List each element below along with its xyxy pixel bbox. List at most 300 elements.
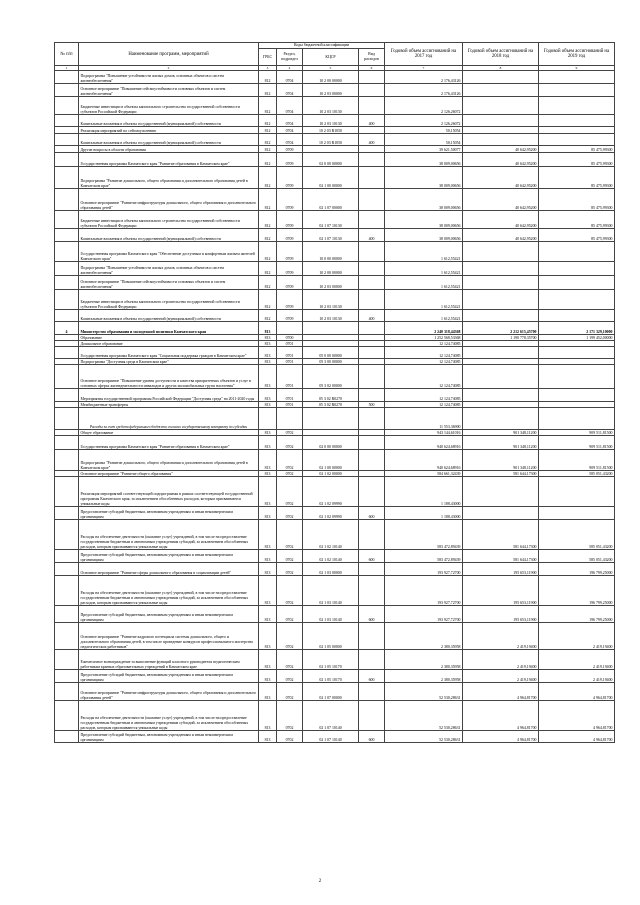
row-kcsr: 02 1 02 10140	[303, 550, 359, 563]
row-kcsr: 02 1 02 00000	[303, 471, 359, 477]
row-vr	[359, 84, 385, 97]
row-amount-2017: 12 124,74085	[385, 359, 463, 365]
row-amount-2019: 2 419,19400	[539, 670, 615, 683]
row-amount-2019: 585 051,43200	[539, 550, 615, 563]
table-row	[55, 242, 615, 262]
row-kcsr: 10 2 03 10130	[303, 115, 359, 127]
row-amount-2018: 581 644,17300	[463, 471, 539, 477]
row-amount-2018	[463, 365, 539, 389]
row-amount-2017: 52 530,28631	[385, 731, 463, 743]
row-vr	[359, 477, 385, 507]
row-number	[55, 153, 79, 167]
table-row	[55, 606, 615, 623]
row-name: Основное мероприятие "Развитие кадрового потенциала системы дошкольного, общего и дополнительного образования детей, в том числе проведение конкурсов профессионального мастерства педагогических работников"	[79, 623, 259, 650]
row-amount-2017: 38 009,00656	[385, 167, 463, 189]
row-number	[55, 115, 79, 127]
row-razdel: 0702	[277, 576, 303, 606]
row-amount-2017: 38 009,00656	[385, 189, 463, 211]
row-amount-2018: 581 644,17300	[463, 550, 539, 563]
table-row	[55, 563, 615, 576]
row-amount-2018: 581 644,17300	[463, 520, 539, 550]
row-grbs: 813	[259, 606, 277, 623]
row-grbs: 812	[259, 167, 277, 189]
row-razdel: 0702	[277, 436, 303, 450]
row-amount-2018: 901 348,11200	[463, 430, 539, 436]
table-row	[55, 290, 615, 310]
row-vr	[359, 389, 385, 402]
row-name: Основное мероприятие "Повышение сейсмоустойчивости основных объектов и систем жизнеобеспечения"	[79, 276, 259, 290]
row-grbs: 812	[259, 276, 277, 290]
row-razdel: 0709	[277, 290, 303, 310]
row-amount-2019	[539, 134, 615, 146]
row-amount-2018: 1 190 778,35700	[463, 335, 539, 341]
row-amount-2017: 38 009,00656	[385, 229, 463, 242]
table-row	[55, 471, 615, 477]
row-amount-2018: 195 653,11900	[463, 576, 539, 606]
row-name: Основное мероприятие "Повышение сейсмоустойчивости основных объектов и систем жизнеобеспечения"	[79, 84, 259, 97]
table-row	[55, 650, 615, 670]
header-name: Наименование программ, мероприятий	[79, 43, 259, 66]
row-amount-2017: 2 380,35958	[385, 650, 463, 670]
row-name: Капитальные вложения в объекты государственной (муниципальной) собственности	[79, 115, 259, 127]
row-amount-2018	[463, 408, 539, 430]
row-amount-2017: 2 380,35958	[385, 670, 463, 683]
row-kcsr: 02 1 07 10130	[303, 211, 359, 229]
row-amount-2018: 901 348,11200	[463, 450, 539, 471]
row-amount-2019: 2 419,19400	[539, 623, 615, 650]
row-razdel: 0709	[277, 229, 303, 242]
row-name: Ежемесячное вознаграждение за выполнение функций классного руководителя педагогическим работникам краевых образовательных учреждений в Камчатском крае	[79, 650, 259, 670]
row-razdel: 0702	[277, 450, 303, 471]
table-row	[55, 262, 615, 276]
row-amount-2019: 585 051,43200	[539, 520, 615, 550]
row-amount-2017: 11 553,36900	[385, 408, 463, 430]
row-razdel	[277, 408, 303, 430]
row-number	[55, 276, 79, 290]
row-grbs: 812	[259, 71, 277, 84]
row-number	[55, 436, 79, 450]
row-grbs: 813	[259, 550, 277, 563]
row-vr	[359, 242, 385, 262]
row-amount-2019: 2 171 329,10000	[539, 322, 615, 335]
row-razdel: 0702	[277, 623, 303, 650]
row-name: Подпрограмма "Развитие дошкольного, общего образования и дополнительного образования детей в Камчатском крае"	[79, 450, 259, 471]
header-vr: Вид расходов	[359, 49, 385, 66]
row-vr	[359, 365, 385, 389]
row-name: Мероприятия государственной программы Российской Федерации "Доступная среда" на 2011-2020 годы	[79, 389, 259, 402]
row-vr: 600	[359, 550, 385, 563]
row-number	[55, 189, 79, 211]
row-amount-2019	[539, 97, 615, 115]
row-amount-2019: 4 964,81700	[539, 701, 615, 731]
row-kcsr: 02 1 00 00000	[303, 450, 359, 471]
row-vr	[359, 71, 385, 84]
row-amount-2019: 85 475,99300	[539, 211, 615, 229]
row-vr: 600	[359, 507, 385, 520]
row-amount-2019	[539, 290, 615, 310]
row-amount-2017: 943 144,61016	[385, 430, 463, 436]
row-grbs: 813	[259, 623, 277, 650]
row-amount-2018	[463, 290, 539, 310]
row-amount-2017: 583 472,89439	[385, 520, 463, 550]
row-grbs: 812	[259, 310, 277, 322]
row-grbs: 813	[259, 341, 277, 347]
row-grbs: 812	[259, 146, 277, 153]
row-razdel: 0702	[277, 650, 303, 670]
row-vr: 400	[359, 310, 385, 322]
row-amount-2017: 1 612,55421	[385, 290, 463, 310]
table-row	[55, 670, 615, 683]
row-grbs: 813	[259, 507, 277, 520]
table-row	[55, 146, 615, 153]
row-amount-2017: 584 661,32439	[385, 471, 463, 477]
table-row	[55, 134, 615, 146]
row-name: Расходы за счет средств федерального бюджета согласно государственному контракту по субсидии	[79, 408, 259, 430]
row-grbs: 813	[259, 430, 277, 436]
row-number	[55, 507, 79, 520]
row-name: Предоставление субсидий бюджетным, автономным учреждениям и иным некоммерческим организациям	[79, 670, 259, 683]
row-razdel: 0709	[277, 262, 303, 276]
header-grbs: ГРБС	[259, 49, 277, 66]
row-amount-2019	[539, 115, 615, 127]
table-row	[55, 97, 615, 115]
column-number: 3	[259, 66, 277, 71]
row-amount-2019	[539, 276, 615, 290]
row-kcsr: 02 1 07 10140	[303, 701, 359, 731]
row-amount-2019: 196 799,25000	[539, 606, 615, 623]
row-kcsr: 02 1 02 10140	[303, 520, 359, 550]
row-amount-2019: 85 475,99300	[539, 229, 615, 242]
row-number	[55, 134, 79, 146]
row-amount-2019: 909 511,81500	[539, 430, 615, 436]
row-amount-2019: 85 475,99300	[539, 189, 615, 211]
row-amount-2018: 4 964,81700	[463, 701, 539, 731]
row-vr	[359, 153, 385, 167]
row-kcsr: 02 1 05 10170	[303, 650, 359, 670]
row-vr	[359, 189, 385, 211]
row-name: Подпрограмма "Развитие дошкольного, общего образования и дополнительного образования детей в Камчатском крае"	[79, 167, 259, 189]
row-razdel: 0704	[277, 134, 303, 146]
table-row	[55, 436, 615, 450]
table-row	[55, 211, 615, 229]
table-row	[55, 576, 615, 606]
row-grbs: 813	[259, 731, 277, 743]
row-amount-2018: 4 964,81700	[463, 731, 539, 743]
row-vr: 600	[359, 670, 385, 683]
row-amount-2017: 39 621,50077	[385, 146, 463, 153]
row-number	[55, 97, 79, 115]
row-name: Подпрограмма "Доступная среда в Камчатском крае"	[79, 359, 259, 365]
row-grbs: 813	[259, 563, 277, 576]
row-name: Основное мероприятие "Развитие сферы дошкольного образования в социализации детей"	[79, 563, 259, 576]
row-number	[55, 670, 79, 683]
row-name: Предоставление субсидий бюджетным, автономным учреждениям и иным некоммерческим организациям	[79, 731, 259, 743]
row-grbs: 812	[259, 229, 277, 242]
row-razdel: 0702	[277, 670, 303, 683]
row-amount-2017: 583 472,89439	[385, 550, 463, 563]
row-razdel: 0702	[277, 507, 303, 520]
row-name: Основное мероприятие "Развитие общего образования"	[79, 471, 259, 477]
table-row	[55, 550, 615, 563]
table-row	[55, 683, 615, 701]
row-amount-2018	[463, 84, 539, 97]
row-amount-2017: 12 124,74085	[385, 341, 463, 347]
row-amount-2018	[463, 71, 539, 84]
row-number	[55, 146, 79, 153]
row-kcsr: 10 2 03 10130	[303, 290, 359, 310]
row-razdel: 0702	[277, 731, 303, 743]
row-vr	[359, 623, 385, 650]
row-grbs: 813	[259, 576, 277, 606]
row-number	[55, 389, 79, 402]
row-name: Бюджетные инвестиции в объекты капитального строительства государственной собственности субъектов Российской Федерации	[79, 211, 259, 229]
row-kcsr: 02 1 03 10140	[303, 606, 359, 623]
row-grbs: 813	[259, 359, 277, 365]
row-number	[55, 242, 79, 262]
column-number: 9	[539, 66, 615, 71]
row-name: Подпрограмма "Повышение устойчивости жилых домов, основных объектов и систем жизнеобеспечения"	[79, 262, 259, 276]
row-amount-2019: 85 475,99300	[539, 146, 615, 153]
row-kcsr: 10 0 00 00000	[303, 242, 359, 262]
row-vr: 400	[359, 134, 385, 146]
row-amount-2019: 909 511,81500	[539, 436, 615, 450]
row-vr	[359, 322, 385, 335]
row-grbs: 813	[259, 347, 277, 359]
row-name: Образование	[79, 335, 259, 341]
table-row	[55, 347, 615, 359]
row-amount-2019	[539, 84, 615, 97]
row-name: Основное мероприятие "Повышение уровня доступности и качества приоритетных объектов и услуг в основных сферах жизнедеятельности инвалидов и других маломобильных групп населения"	[79, 365, 259, 389]
row-vr	[359, 127, 385, 134]
row-kcsr: 10 2 03 00000	[303, 84, 359, 97]
row-vr	[359, 520, 385, 550]
column-number: 6	[359, 66, 385, 71]
row-kcsr: 02 1 03 10140	[303, 576, 359, 606]
row-amount-2017: 12 124,74085	[385, 402, 463, 408]
row-amount-2017: 52 530,28631	[385, 701, 463, 731]
row-number	[55, 290, 79, 310]
row-amount-2018	[463, 347, 539, 359]
row-amount-2019	[539, 310, 615, 322]
row-amount-2017: 38 009,00656	[385, 211, 463, 229]
table-row	[55, 310, 615, 322]
table-header	[55, 43, 615, 71]
row-name: Межбюджетные трансферты	[79, 402, 259, 408]
row-amount-2018: 2 212 615,45700	[463, 322, 539, 335]
table-row	[55, 389, 615, 402]
row-razdel: 0709	[277, 153, 303, 167]
row-grbs: 812	[259, 97, 277, 115]
row-grbs: 812	[259, 153, 277, 167]
row-name: Капитальные вложения в объекты государственной (муниципальной) собственности	[79, 310, 259, 322]
row-amount-2018: 195 653,11900	[463, 606, 539, 623]
row-kcsr: 10 2 03 10130	[303, 97, 359, 115]
row-amount-2017: 193 927,72700	[385, 576, 463, 606]
row-number	[55, 563, 79, 576]
row-amount-2019: 196 799,25000	[539, 576, 615, 606]
row-grbs: 813	[259, 670, 277, 683]
row-name: Основное мероприятие "Развитие инфраструктуры дошкольного, общего образования и дополнительного образования детей"	[79, 683, 259, 701]
row-amount-2019	[539, 408, 615, 430]
row-grbs: 813	[259, 650, 277, 670]
table-row	[55, 71, 615, 84]
row-vr	[359, 563, 385, 576]
row-kcsr	[303, 322, 359, 335]
row-amount-2019: 4 964,81700	[539, 731, 615, 743]
row-vr	[359, 211, 385, 229]
table-row	[55, 276, 615, 290]
row-number	[55, 623, 79, 650]
row-number	[55, 606, 79, 623]
row-name: Реализация мероприятий по сейсмоусилению	[79, 127, 259, 134]
row-amount-2018: 40 642,95200	[463, 229, 539, 242]
row-number	[55, 701, 79, 731]
table-row	[55, 408, 615, 430]
row-amount-2019	[539, 71, 615, 84]
row-name: Бюджетные инвестиции в объекты капитального строительства государственной собственности субъектов Российской Федерации	[79, 290, 259, 310]
row-amount-2018: 2 419,19400	[463, 670, 539, 683]
row-vr	[359, 290, 385, 310]
row-vr: 500	[359, 402, 385, 408]
row-name: Бюджетные инвестиции в объекты капитального строительства государственной собственности субъектов Российской Федерации	[79, 97, 259, 115]
row-amount-2017: 50,15054	[385, 134, 463, 146]
table-row	[55, 365, 615, 389]
row-vr: 600	[359, 606, 385, 623]
row-kcsr: 02 1 05 10170	[303, 670, 359, 683]
row-amount-2017: 2 176,43126	[385, 71, 463, 84]
row-grbs: 812	[259, 127, 277, 134]
row-amount-2018	[463, 276, 539, 290]
row-amount-2019	[539, 127, 615, 134]
row-amount-2018: 2 419,19400	[463, 623, 539, 650]
row-razdel: 0709	[277, 242, 303, 262]
row-amount-2018: 40 642,95200	[463, 189, 539, 211]
row-kcsr: 10 2 00 00000	[303, 262, 359, 276]
row-amount-2018: 195 653,11900	[463, 563, 539, 576]
row-number	[55, 262, 79, 276]
row-razdel: 0702	[277, 430, 303, 436]
row-name: Расходы на обеспечение деятельности (оказание услуг) учреждений, в том числе на предоставление государственным бюджетным и автономным учреждениям субсидий, за исключением обособленных расходов, которым присваиваются уникальные коды	[79, 520, 259, 550]
row-name: Реализация мероприятий соответствующей подпрограммы в рамках соответствующей государственной программы Камчатского края, за исключением обособленных расходов, которым присваиваются уникальные коды	[79, 477, 259, 507]
row-razdel: 0701	[277, 402, 303, 408]
row-amount-2017: 50,15054	[385, 127, 463, 134]
row-name: Дошкольное образование	[79, 341, 259, 347]
row-kcsr: 05 3 00 00000	[303, 359, 359, 365]
row-number	[55, 683, 79, 701]
row-amount-2017: 1 612,55421	[385, 310, 463, 322]
row-number	[55, 71, 79, 84]
row-name: Государственная программа Камчатского края "Социальная поддержка граждан в Камчатском крае"	[79, 347, 259, 359]
row-kcsr: 05 3 02 00000	[303, 365, 359, 389]
row-amount-2018	[463, 127, 539, 134]
row-kcsr: 10 2 03 R1050	[303, 127, 359, 134]
row-kcsr	[303, 408, 359, 430]
row-amount-2019	[539, 389, 615, 402]
row-amount-2019	[539, 507, 615, 520]
row-amount-2017: 2 126,26072	[385, 115, 463, 127]
table-row	[55, 701, 615, 731]
row-vr	[359, 576, 385, 606]
row-amount-2017: 940 624,68916	[385, 436, 463, 450]
row-name: Предоставление субсидий бюджетным, автономным учреждениям и иным некоммерческим организациям	[79, 550, 259, 563]
row-amount-2019	[539, 477, 615, 507]
row-kcsr: 05 3 02 R0270	[303, 402, 359, 408]
table-row	[55, 115, 615, 127]
row-vr	[359, 701, 385, 731]
row-amount-2017: 1 612,55421	[385, 276, 463, 290]
row-razdel: 0709	[277, 146, 303, 153]
row-kcsr: 05 3 02 R0270	[303, 389, 359, 402]
row-name: Другие вопросы в области образования	[79, 146, 259, 153]
row-grbs: 812	[259, 290, 277, 310]
row-razdel: 0702	[277, 477, 303, 507]
row-number	[55, 310, 79, 322]
column-number: 7	[385, 66, 463, 71]
row-kcsr: 02 1 07 00000	[303, 683, 359, 701]
row-grbs: 812	[259, 134, 277, 146]
row-grbs: 813	[259, 365, 277, 389]
row-amount-2019	[539, 365, 615, 389]
row-grbs: 813	[259, 402, 277, 408]
table-row	[55, 477, 615, 507]
row-amount-2018	[463, 477, 539, 507]
row-name: Общее образование	[79, 430, 259, 436]
row-name: Министерство образования и молодежной политики Камчатского края	[79, 322, 259, 335]
row-razdel	[277, 322, 303, 335]
column-number: 4	[277, 66, 303, 71]
row-kcsr: 02 1 07 00000	[303, 189, 359, 211]
row-name: Подпрограмма "Повышение устойчивости жилых домов, основных объектов и систем жизнеобеспечения"	[79, 71, 259, 84]
row-amount-2017: 1 252 568,53368	[385, 335, 463, 341]
row-razdel: 0702	[277, 606, 303, 623]
row-amount-2017: 38 009,00656	[385, 153, 463, 167]
row-razdel: 0709	[277, 211, 303, 229]
row-kcsr: 02 1 05 00000	[303, 623, 359, 650]
table-row	[55, 731, 615, 743]
row-razdel: 0701	[277, 389, 303, 402]
row-vr: 400	[359, 229, 385, 242]
row-number	[55, 84, 79, 97]
table-row	[55, 450, 615, 471]
row-razdel: 0709	[277, 189, 303, 211]
row-amount-2017: 940 624,68916	[385, 450, 463, 471]
row-amount-2019	[539, 262, 615, 276]
row-kcsr: 10 2 03 00000	[303, 276, 359, 290]
row-amount-2017: 2 126,26072	[385, 97, 463, 115]
row-amount-2018	[463, 115, 539, 127]
row-number	[55, 576, 79, 606]
row-kcsr: 02 1 03 00000	[303, 563, 359, 576]
row-name: Расходы на обеспечение деятельности (оказание услуг) учреждений, в том числе на предоставление государственным бюджетным и автономным учреждениям субсидий, за исключением обособленных расходов, которым присваиваются уникальные коды	[79, 701, 259, 731]
row-name: Капитальные вложения в объекты государственной (муниципальной) собственности	[79, 229, 259, 242]
row-vr	[359, 276, 385, 290]
row-amount-2018: 901 348,11200	[463, 436, 539, 450]
row-amount-2017: 1 612,55421	[385, 242, 463, 262]
row-amount-2019: 2 419,19400	[539, 650, 615, 670]
row-razdel: 0704	[277, 84, 303, 97]
row-amount-2018	[463, 134, 539, 146]
row-razdel: 0709	[277, 167, 303, 189]
row-amount-2018: 40 642,95200	[463, 153, 539, 167]
row-amount-2019	[539, 242, 615, 262]
row-vr	[359, 683, 385, 701]
row-amount-2019: 85 475,99300	[539, 153, 615, 167]
header-2019: Годовой объем ассигнований на 2019 год	[539, 43, 615, 66]
row-grbs	[259, 408, 277, 430]
row-amount-2019: 85 475,99300	[539, 167, 615, 189]
row-kcsr: 02 0 00 00000	[303, 436, 359, 450]
row-amount-2019: 1 199 452,00000	[539, 335, 615, 341]
